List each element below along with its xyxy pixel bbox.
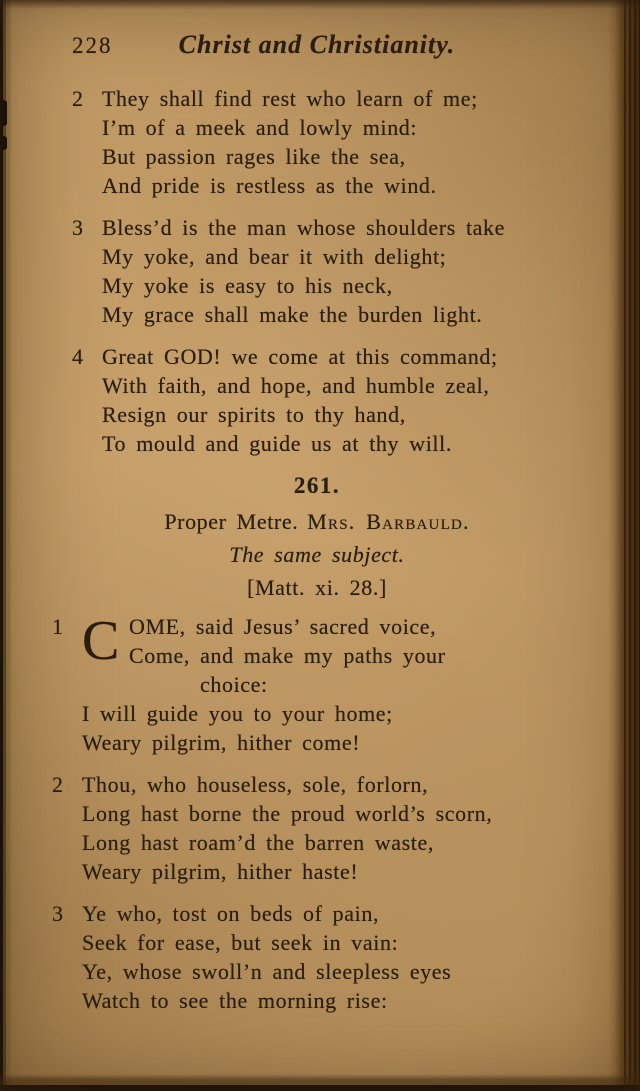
running-head	[52, 30, 582, 66]
verse	[52, 899, 582, 1015]
hymn-heading	[52, 471, 582, 602]
verse-line: Watch to see the morning rise:	[82, 988, 388, 1013]
hymn-subject: The same subject.	[229, 542, 405, 567]
page-edge-top	[0, 0, 640, 9]
hymn-number: 261.	[293, 473, 341, 498]
verse-line: They shall find rest who learn of me;	[102, 86, 478, 111]
verse-line: But passion rages like the sea,	[102, 144, 406, 169]
verse-line: Bless’d is the man whose shoulders take	[102, 215, 506, 240]
verse-lines	[82, 899, 582, 1015]
verse-lines	[82, 770, 582, 886]
verse-number: 2	[52, 772, 64, 797]
hymn-author: Mrs. Barbauld.	[307, 509, 470, 534]
verse-line: Weary pilgrim, hither come!	[82, 730, 361, 755]
verse-line: My grace shall make the burden light.	[102, 302, 483, 327]
page-content	[52, 30, 582, 1028]
drop-cap-lines	[82, 612, 582, 670]
verse-lines	[82, 612, 582, 757]
verse-line: Ye, whose swoll’n and sleepless eyes	[82, 959, 452, 984]
verse-number: 2	[72, 86, 84, 111]
verse-line: Ye who, tost on beds of pain,	[82, 901, 380, 926]
verse	[52, 770, 582, 886]
verse-lines	[102, 342, 582, 458]
verse-line: Great GOD! we come at this command;	[102, 344, 498, 369]
verse-line: I’m of a meek and lowly mind:	[102, 115, 418, 140]
drop-cap-letter: C	[82, 610, 120, 672]
binding-edge-shadow	[0, 0, 12, 1091]
verse-line-continuation: choice:	[200, 672, 268, 697]
hymn-scripture-reference: [Matt. xi. 28.]	[247, 575, 387, 600]
verse-line: My yoke, and bear it with delight;	[102, 244, 447, 269]
running-title: Christ and Christianity.	[178, 30, 456, 59]
verse-line: With faith, and hope, and humble zeal,	[102, 373, 490, 398]
verse-line: Long hast roam’d the barren waste,	[82, 830, 434, 855]
verse-line: Thou, who houseless, sole, forlorn,	[82, 772, 429, 797]
verse-line: Seek for ease, but seek in vain:	[82, 930, 399, 955]
verse-number: 1	[52, 614, 64, 639]
binding-nick-mark	[0, 136, 7, 150]
drop-cap-text	[129, 612, 446, 670]
verse	[72, 213, 582, 329]
hymn-meter: Proper Metre.	[164, 509, 299, 534]
page-edge-bottom	[0, 1074, 640, 1091]
verse-line: My yoke is easy to his neck,	[102, 273, 393, 298]
verse-lines	[102, 213, 582, 329]
verse-number: 3	[52, 901, 64, 926]
verse-line: To mould and guide us at thy will.	[102, 431, 452, 456]
verse-line: Resign our spirits to thy hand,	[102, 402, 406, 427]
verse	[72, 342, 582, 458]
page-edge-right	[608, 0, 640, 1091]
verse-line: I will guide you to your home;	[82, 701, 393, 726]
verse-line: Come, and make my paths your	[128, 643, 446, 668]
verse-line: Long hast borne the proud world’s scorn,	[82, 801, 493, 826]
verse-line: Weary pilgrim, hither haste!	[82, 859, 359, 884]
verse-line: OME, said Jesus’ sacred voice,	[128, 614, 437, 639]
page-number: 228	[72, 33, 113, 58]
verse	[52, 612, 582, 757]
verse-line: And pride is restless as the wind.	[102, 173, 437, 198]
hymn-meter-author	[52, 507, 582, 536]
binding-nick-mark	[0, 100, 7, 126]
verse	[72, 84, 582, 200]
verse-number: 3	[72, 215, 84, 240]
verse-number: 4	[72, 344, 84, 369]
verse-lines	[102, 84, 582, 200]
